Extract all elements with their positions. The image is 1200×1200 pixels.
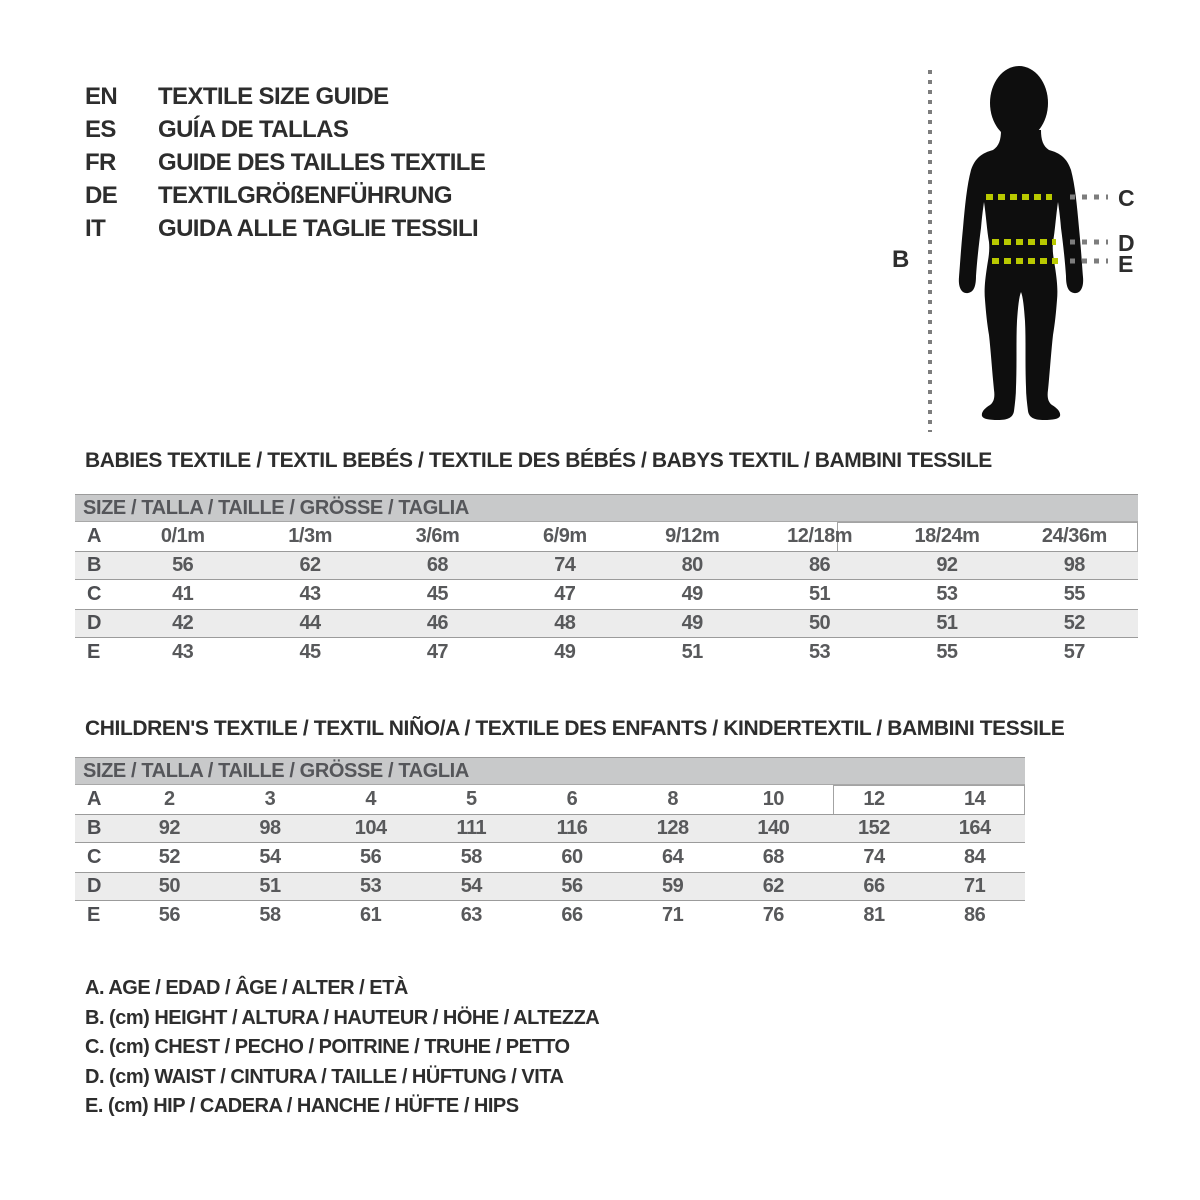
- table-cell: 68: [426, 554, 449, 576]
- table-cell: 24/36m: [1041, 525, 1107, 547]
- table-cell: 9/12m: [665, 525, 720, 547]
- size-header-band: SIZE / TALLA / TAILLE / GRÖSSE / TAGLIA: [75, 757, 1025, 785]
- legend-age: A. AGE / EDAD / ÂGE / ALTER / ETÀ: [85, 977, 408, 1000]
- table-cell: 66: [863, 875, 885, 897]
- hip-label: E: [1118, 251, 1134, 277]
- language-code: DE: [85, 181, 118, 209]
- language-row: [85, 212, 485, 245]
- table-row-height: [75, 814, 1025, 843]
- silhouette-body: [959, 130, 1083, 420]
- table-cell: 50: [158, 875, 180, 897]
- table-cell: 111: [456, 817, 487, 839]
- table-cell: 3/6m: [415, 525, 460, 547]
- table-cell: 43: [172, 641, 194, 663]
- table-cell: 74: [863, 846, 885, 868]
- table-cell: 152: [858, 817, 890, 839]
- table-cell: 104: [354, 817, 387, 839]
- legend-chest: C. (cm) CHEST / PECHO / POITRINE / TRUHE / PETTO: [85, 1036, 570, 1059]
- table-cell: 92: [158, 817, 180, 839]
- table-cell: 63: [460, 904, 482, 926]
- table-row-hip: [75, 901, 1025, 930]
- table-cell: 76: [762, 904, 784, 926]
- table-cell: 8: [667, 788, 678, 810]
- table-cell: 49: [681, 612, 703, 634]
- table-cell: 128: [656, 817, 689, 839]
- language-row: [85, 146, 485, 179]
- table-cell: 43: [299, 583, 321, 605]
- language-code: ES: [85, 115, 116, 143]
- table-cell: 58: [460, 846, 482, 868]
- height-label: B: [892, 246, 910, 273]
- table-cell: 51: [808, 583, 831, 605]
- table-cell: 164: [958, 817, 991, 839]
- table-cell: 0/1m: [160, 525, 205, 547]
- row-label: D: [87, 875, 101, 897]
- table-cell: 41: [172, 583, 194, 605]
- table-cell: 57: [1063, 641, 1085, 663]
- table-cell: 58: [259, 904, 281, 926]
- table-cell: 53: [936, 583, 958, 605]
- table-cell: 61: [360, 904, 382, 926]
- guide-title: TEXTILE SIZE GUIDE: [158, 82, 389, 110]
- table-cell: 1/3m: [288, 525, 332, 547]
- table-row-age: [75, 522, 1138, 551]
- table-cell: 49: [681, 583, 703, 605]
- table-cell: 116: [556, 817, 588, 839]
- table-cell: 50: [808, 612, 831, 634]
- waist-label: D: [1118, 230, 1135, 256]
- table-row-age: [75, 785, 1025, 814]
- row-label: C: [87, 846, 101, 868]
- legend-hip: E. (cm) HIP / CADERA / HANCHE / HÜFTE / HIPS: [85, 1095, 519, 1118]
- children-size-table: [75, 757, 1025, 930]
- table-cell: 46: [426, 612, 449, 634]
- children-section-heading: CHILDREN'S TEXTILE / TEXTIL NIÑO/A / TEXTILE DES ENFANTS / KINDERTEXTIL / BAMBINI TESSILE: [85, 717, 1065, 740]
- table-cell: 3: [264, 788, 276, 810]
- language-row: [85, 80, 485, 113]
- table-cell: 98: [1063, 554, 1085, 576]
- table-cell: 64: [662, 846, 684, 868]
- table-cell: 12: [863, 788, 885, 810]
- table-cell: 84: [964, 846, 986, 868]
- table-cell: 71: [662, 904, 684, 926]
- table-cell: 81: [863, 904, 885, 926]
- language-title-list: [85, 80, 485, 245]
- table-cell: 86: [808, 554, 831, 576]
- row-label: D: [87, 612, 101, 634]
- table-cell: 55: [936, 641, 958, 663]
- table-cell: 62: [762, 875, 784, 897]
- chest-label: C: [1118, 185, 1135, 211]
- table-row-height: [75, 551, 1138, 580]
- guide-title: GUIDA ALLE TAGLIE TESSILI: [158, 214, 479, 242]
- table-cell: 48: [554, 612, 576, 634]
- table-cell: 54: [259, 846, 281, 868]
- table-row-waist: [75, 609, 1138, 638]
- table-cell: 52: [158, 846, 180, 868]
- table-cell: 47: [554, 583, 576, 605]
- guide-title: GUÍA DE TALLAS: [158, 115, 349, 143]
- table-cell: 53: [360, 875, 382, 897]
- table-cell: 56: [561, 875, 583, 897]
- row-label: E: [87, 641, 100, 663]
- table-cell: 52: [1063, 612, 1085, 634]
- table-row-waist: [75, 872, 1025, 901]
- language-code: FR: [85, 148, 116, 176]
- table-cell: 51: [259, 875, 281, 897]
- table-cell: 55: [1063, 583, 1085, 605]
- table-cell: 59: [662, 875, 684, 897]
- table-row-chest: [75, 843, 1025, 872]
- babies-size-table: [75, 494, 1138, 667]
- legend-waist: D. (cm) WAIST / CINTURA / TAILLE / HÜFTUNG / VITA: [85, 1065, 564, 1088]
- row-label: C: [87, 583, 101, 605]
- table-cell: 44: [299, 612, 321, 634]
- legend-height: B. (cm) HEIGHT / ALTURA / HAUTEUR / HÖHE / ALTEZZA: [85, 1006, 600, 1029]
- table-cell: 74: [554, 554, 576, 576]
- table-cell: 12/18m: [787, 525, 852, 547]
- table-cell: 68: [762, 846, 784, 868]
- table-cell: 2: [164, 788, 175, 810]
- table-cell: 49: [554, 641, 576, 663]
- table-cell: 45: [299, 641, 321, 663]
- silhouette-head: [990, 66, 1048, 140]
- row-label: A: [87, 788, 101, 810]
- table-cell: 53: [808, 641, 831, 663]
- table-cell: 6/9m: [543, 525, 587, 547]
- table-cell: 45: [426, 583, 449, 605]
- table-cell: 51: [936, 612, 958, 634]
- table-cell: 54: [460, 875, 482, 897]
- table-cell: 18/24m: [914, 525, 980, 547]
- table-cell: 14: [964, 788, 986, 810]
- table-cell: 56: [158, 904, 180, 926]
- language-row: [85, 179, 485, 212]
- row-label: A: [87, 525, 101, 547]
- table-cell: 86: [964, 904, 986, 926]
- row-label: B: [87, 817, 101, 839]
- table-cell: 62: [299, 554, 321, 576]
- language-row: [85, 113, 485, 146]
- table-cell: 6: [566, 788, 578, 810]
- babies-section-heading: BABIES TEXTILE / TEXTIL BEBÉS / TEXTILE DES BÉBÉS / BABYS TEXTIL / BAMBINI TESSILE: [85, 449, 992, 472]
- guide-title: GUIDE DES TAILLES TEXTILE: [158, 148, 486, 176]
- table-cell: 56: [172, 554, 194, 576]
- table-cell: 10: [762, 788, 784, 810]
- table-cell: 80: [681, 554, 703, 576]
- table-cell: 60: [561, 846, 583, 868]
- table-cell: 5: [466, 788, 477, 810]
- table-cell: 42: [172, 612, 194, 634]
- table-cell: 92: [936, 554, 958, 576]
- language-code: EN: [85, 82, 118, 110]
- size-header-band: SIZE / TALLA / TAILLE / GRÖSSE / TAGLIA: [75, 494, 1138, 522]
- table-cell: 66: [561, 904, 583, 926]
- table-cell: 56: [360, 846, 382, 868]
- child-silhouette-figure: [878, 45, 1200, 465]
- table-cell: 47: [426, 641, 449, 663]
- table-cell: 98: [259, 817, 281, 839]
- language-code: IT: [85, 214, 106, 242]
- table-cell: 51: [681, 641, 703, 663]
- guide-title: TEXTILGRÖßENFÜHRUNG: [158, 181, 452, 209]
- table-cell: 140: [757, 817, 790, 839]
- table-row-hip: [75, 638, 1138, 667]
- table-cell: 71: [964, 875, 986, 897]
- table-cell: 4: [365, 788, 376, 810]
- measurement-legend: [85, 974, 599, 1122]
- row-label: E: [87, 904, 100, 926]
- row-label: B: [87, 554, 101, 576]
- table-row-chest: [75, 580, 1138, 609]
